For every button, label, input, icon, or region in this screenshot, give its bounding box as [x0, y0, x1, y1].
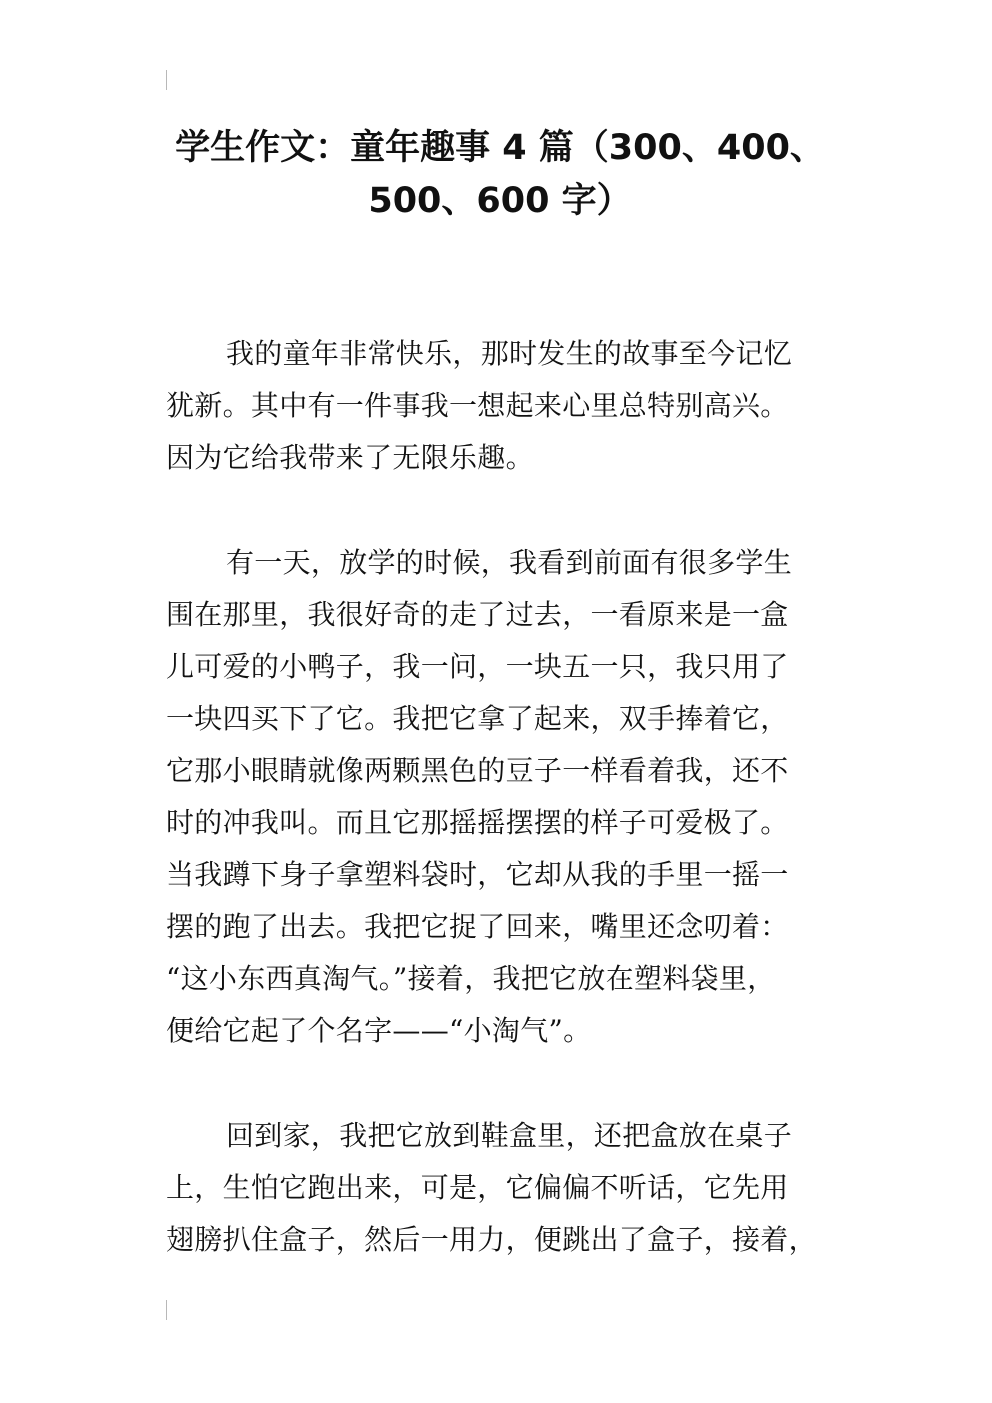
paragraph-line: 时的冲我叫。而且它那摇摇摆摆的样子可爱极了。: [166, 806, 789, 839]
crop-mark-top: [166, 70, 167, 90]
paragraph-line: 上，生怕它跑出来，可是，它偏偏不听话，它先用: [166, 1171, 789, 1204]
paragraph-line: 回到家，我把它放到鞋盒里，还把盒放在桌子: [226, 1119, 793, 1152]
paragraph-line: 儿可爱的小鸭子，我一问，一块五一只，我只用了: [166, 650, 789, 683]
title-line-2: 500、600 字）: [368, 181, 632, 221]
paragraph-line: 摆的跑了出去。我把它捉了回来，嘴里还念叨着：: [166, 910, 789, 943]
crop-mark-bottom: [166, 1300, 167, 1320]
paragraph-line: 便给它起了个名字——“小淘气”。: [166, 1014, 592, 1047]
paragraph-line: 一块四买下了它。我把它拿了起来，双手捧着它，: [166, 702, 789, 735]
paragraph-line: 犹新。其中有一件事我一想起来心里总特别高兴。: [166, 389, 789, 422]
paragraph-line: 它那小眼睛就像两颗黑色的豆子一样看着我，还不: [166, 754, 789, 787]
paragraph-line: 我的童年非常快乐，那时发生的故事至今记忆: [226, 337, 793, 370]
paragraph-line: 围在那里，我很好奇的走了过去，一看原来是一盒: [166, 598, 789, 631]
paragraph-line: “这小东西真淘气。”接着，我把它放在塑料袋里，: [166, 962, 776, 995]
paragraph-2: [166, 537, 846, 1057]
document-title: [150, 122, 850, 228]
title-line-1: 学生作文：童年趣事 4 篇（300、400、: [175, 128, 825, 168]
paragraph-line: 因为它给我带来了无限乐趣。: [166, 441, 534, 474]
paragraph-3: [166, 1110, 846, 1266]
paragraph-line: 有一天，放学的时候，我看到前面有很多学生: [226, 546, 793, 579]
paragraph-line: 当我蹲下身子拿塑料袋时，它却从我的手里一摇一: [166, 858, 789, 891]
paragraph-1: [166, 328, 846, 484]
paragraph-line: 翅膀扒住盒子，然后一用力，便跳出了盒子，接着，: [166, 1223, 817, 1256]
